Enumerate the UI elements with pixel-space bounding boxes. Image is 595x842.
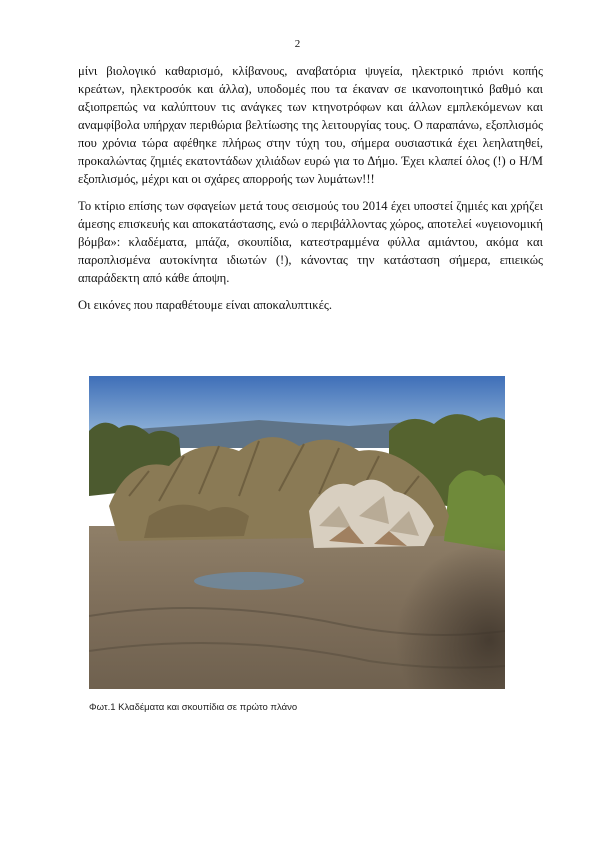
photo-illustration <box>89 376 505 689</box>
paragraph-equipment: μίνι βιολογικό καθαρισμό, κλίβανους, αναβατόρια ψυγεία, ηλεκτρικό πριόνι κοπής κρεάτων, ηλεκτροσόκ και άλλα), υποδομές που τα έκαναν σε ικανοποιητικό βαθμό και αξιοπρεπώς να καλύπτουν τις ανάγκες των κτηνοτρόφων και άλλων εμπλεκόμενων και αναμφίβολα υπήρχαν περιθώρια βελτίωσης της λειτουργίας τους. Ο παραπάνω, εξοπλισμός που χρόνια τώρα αφέθηκε πλήρως στην τύχη του, σήμερα ουσιαστικά έχει λεηλατηθεί, προκαλώντας ζημιές εκατοντάδων χιλιάδων ευρώ για το Δήμο. Έχει κλαπεί όλος (!) ο Η/Μ εξοπλισμός, μέχρι και οι σχάρες απορροής των λυμάτων!!! <box>78 64 543 186</box>
paragraph-images-intro: Οι εικόνες που παραθέτουμε είναι αποκαλυπτικές. <box>78 298 333 312</box>
paragraph-building: Το κτίριο επίσης των σφαγείων μετά τους σεισμούς του 2014 έχει υποστεί ζημιές και χρήζει άμεσης επισκευής και αποκατάστασης, ενώ ο περιβάλλοντας χώρος, αποτελεί «υγειονομική βόμβα»: κλαδέματα, μπάζα, σκουπίδια, κατεστραμμένα φύλλα αμιάντου, ακόμα και παροπλισμένα αυτοκίνητα ιδιωτών (!), κάνοντας την κατάσταση σήμερα, επιεικώς απαράδεκτη από κάθε άποψη. <box>78 199 543 285</box>
puddle <box>194 572 304 590</box>
body-text <box>78 62 543 323</box>
figure-caption: Φωτ.1 Κλαδέματα και σκουπίδια σε πρώτο πλάνο <box>89 702 298 713</box>
shadow-right <box>349 526 505 689</box>
photo-branches-and-rubbish <box>89 376 505 689</box>
page-number: 2 <box>294 38 301 50</box>
